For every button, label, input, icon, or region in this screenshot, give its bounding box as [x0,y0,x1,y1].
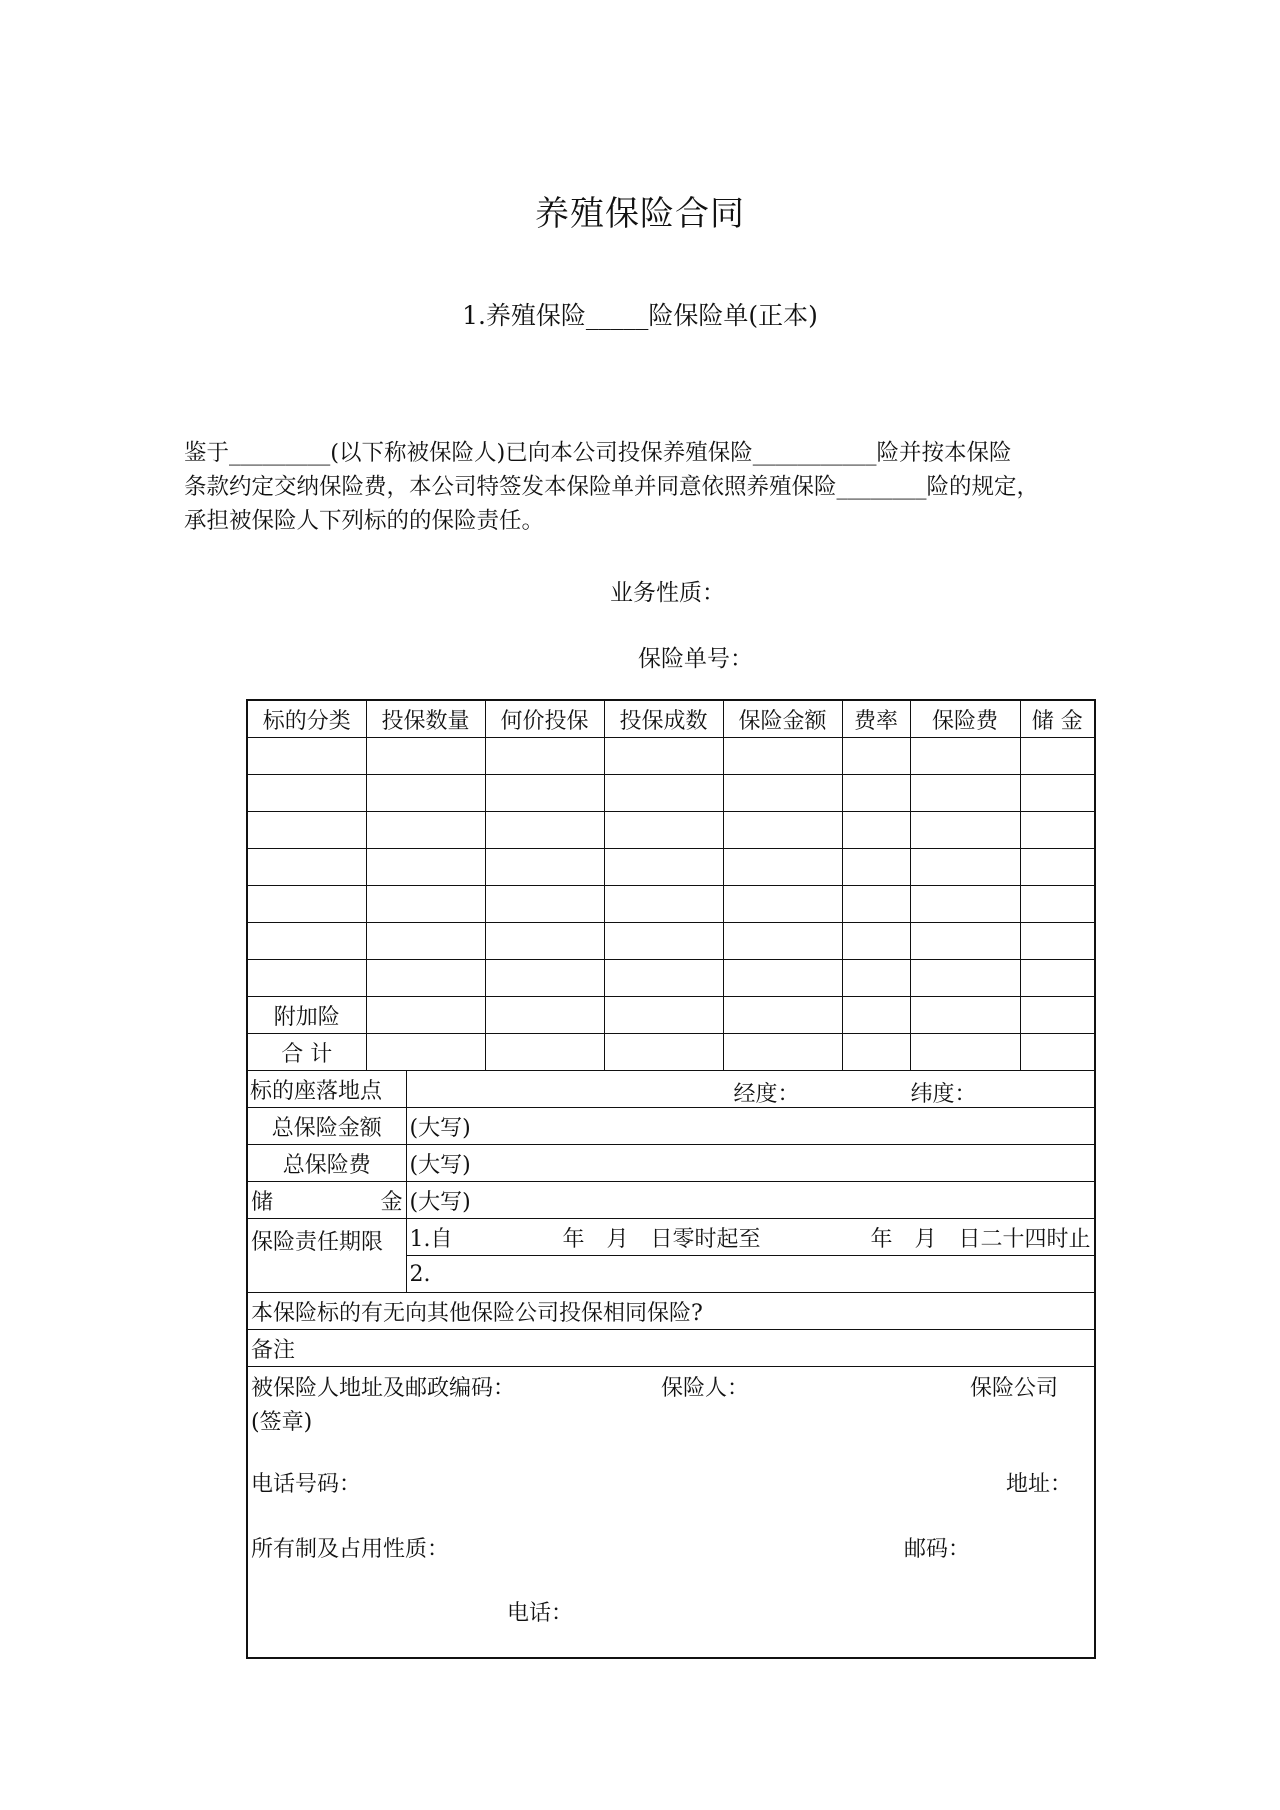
header-cell: 保险金额 [723,700,842,738]
ownership-label: 所有制及占用性质： [251,1537,450,1562]
period-row-1 [247,1219,1095,1256]
deposit-label: 储 金 [247,1182,406,1219]
header-cell: 储 金 [1020,700,1095,738]
total-premium-row [247,1145,1095,1182]
insurance-company-label: 保险公司 [970,1376,1059,1401]
remarks-row [247,1330,1095,1367]
phone-number-label: 电话号码： [251,1472,362,1497]
location-row [247,1071,1095,1108]
table-row [247,923,1095,960]
header-cell: 投保成数 [604,700,723,738]
table-row [247,960,1095,997]
total-sum-label: 总保险金额 [247,1108,406,1145]
policy-subtitle: 1.养殖保险_____险保险单(正本) [462,301,818,330]
deposit-value: (大写) [406,1182,1095,1219]
additional-insurance-label: 附加险 [247,997,366,1034]
header-cell: 标的分类 [247,700,366,738]
policy-number-label: 保险单号： [638,646,753,672]
insurer-label: 保险人： [661,1376,750,1401]
signature-row [247,1367,1095,1659]
table-row [247,812,1095,849]
header-cell: 何价投保 [485,700,604,738]
signature-block [247,1367,1095,1659]
intro-line-2: 条款约定交纳保险费，本公司特签发本保险单并同意依照养殖保险________险的规定， [184,474,1040,500]
intro-line-1: 鉴于_________(以下称被保险人)已向本公司投保养殖保险___________险并按本保险 [184,440,1012,466]
other-insurance-row [247,1293,1095,1330]
location-label: 标的座落地点 [247,1071,406,1108]
table-row [247,738,1095,775]
business-nature-label: 业务性质： [610,580,725,606]
period-label: 保险责任期限 [247,1219,406,1293]
insurance-table [246,699,1096,1659]
address-label: 地址： [1006,1472,1073,1497]
total-premium-label: 总保险费 [247,1145,406,1182]
latitude-label: 纬度： [910,1082,977,1107]
longitude-label: 经度： [733,1082,800,1107]
document-title: 养殖保险合同 [535,194,745,234]
total-sum-row [247,1108,1095,1145]
deposit-row [247,1182,1095,1219]
zip-label: 邮码： [904,1537,971,1562]
remarks-label: 备注 [247,1330,1095,1367]
other-insurance-question: 本保险标的有无向其他保险公司投保相同保险? [247,1293,1095,1330]
total-premium-value: (大写) [406,1145,1095,1182]
header-cell: 保险费 [910,700,1020,738]
address-zip-label: 被保险人地址及邮政编码： [251,1376,516,1401]
header-cell: 费率 [842,700,910,738]
period-line-1: 1.自 年 月 日零时起至 年 月 日二十四时止 [406,1219,1095,1256]
additional-insurance-row [247,997,1095,1034]
table-row [247,775,1095,812]
total-label: 合 计 [247,1034,366,1071]
period-line-2: 2. [406,1256,1095,1293]
total-sum-value: (大写) [406,1108,1095,1145]
table-row [247,886,1095,923]
total-row [247,1034,1095,1071]
intro-paragraph [184,436,1144,538]
table-header-row [247,700,1095,738]
seal-label: (签章) [251,1410,313,1435]
header-cell: 投保数量 [366,700,485,738]
intro-line-3: 承担被保险人下列标的的保险责任。 [184,508,545,534]
phone-label: 电话： [507,1601,574,1626]
table-row [247,849,1095,886]
